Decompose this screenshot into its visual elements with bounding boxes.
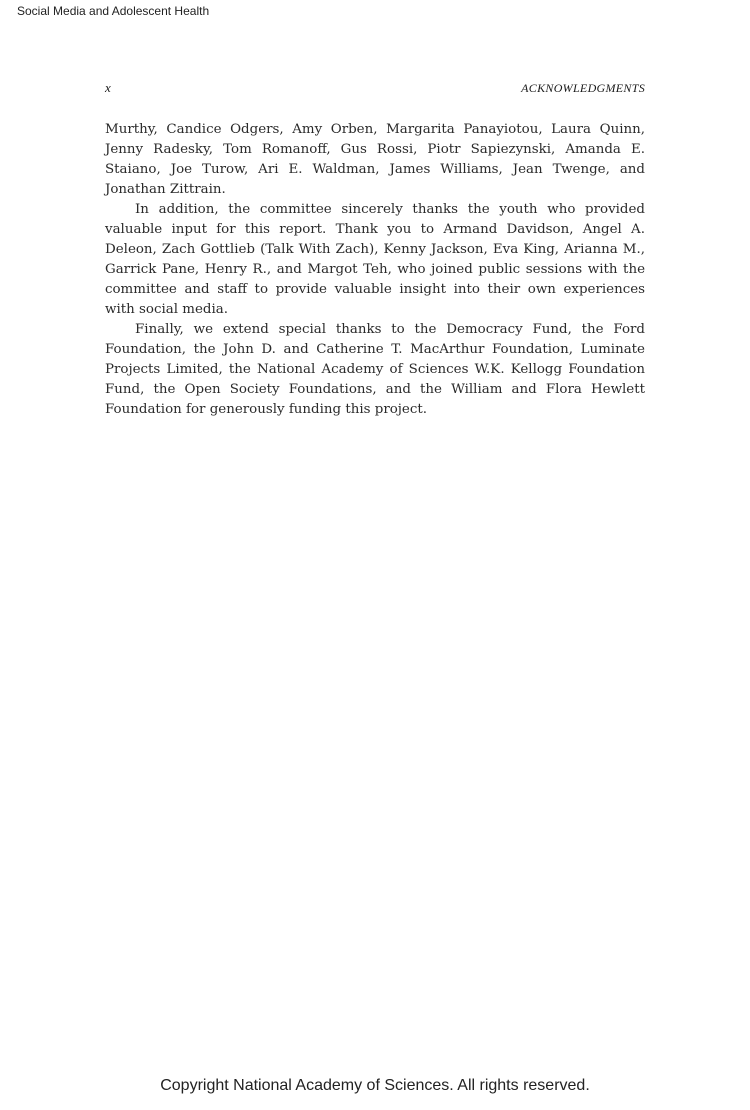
paragraph-funders: Finally, we extend special thanks to the Democracy Fund, the Ford Foundation, the John D. and Catherine T. MacArthur Foundation, Luminate Projects Limited, the National Academy of Sciences W.K. Kellogg Foundation Fund, the Open Society Foundations, and the William and Flora Hewlett Foundation for generously funding this project. bbox=[105, 322, 645, 417]
page-number: x bbox=[105, 80, 111, 95]
body-text bbox=[105, 120, 645, 420]
paragraph-continued: Murthy, Candice Odgers, Amy Orben, Margarita Panayiotou, Laura Quinn, Jenny Radesky, Tom Romanoff, Gus Rossi, Piotr Sapiezynski, Amanda E. Staiano, Joe Turow, Ari E. Waldman, James Williams, Jean Twenge, and Jonathan Zittrain. bbox=[105, 122, 645, 197]
paragraph-youth-thanks: In addition, the committee sincerely thanks the youth who provided valuable input for this report. Thank you to Armand Davidson, Angel A. Deleon, Zach Gottlieb (Talk With Zach), Kenny Jackson, Eva King, Arianna M., Garrick Pane, Henry R., and Margot Teh, who joined public sessions with the committee and staff to provide valuable insight into their own experiences with social media. bbox=[105, 202, 645, 317]
document-title: Social Media and Adolescent Health bbox=[17, 4, 210, 18]
copyright-footer: Copyright National Academy of Sciences. All rights reserved. bbox=[160, 1077, 590, 1094]
running-head: ACKNOWLEDGMENTS bbox=[521, 81, 645, 95]
